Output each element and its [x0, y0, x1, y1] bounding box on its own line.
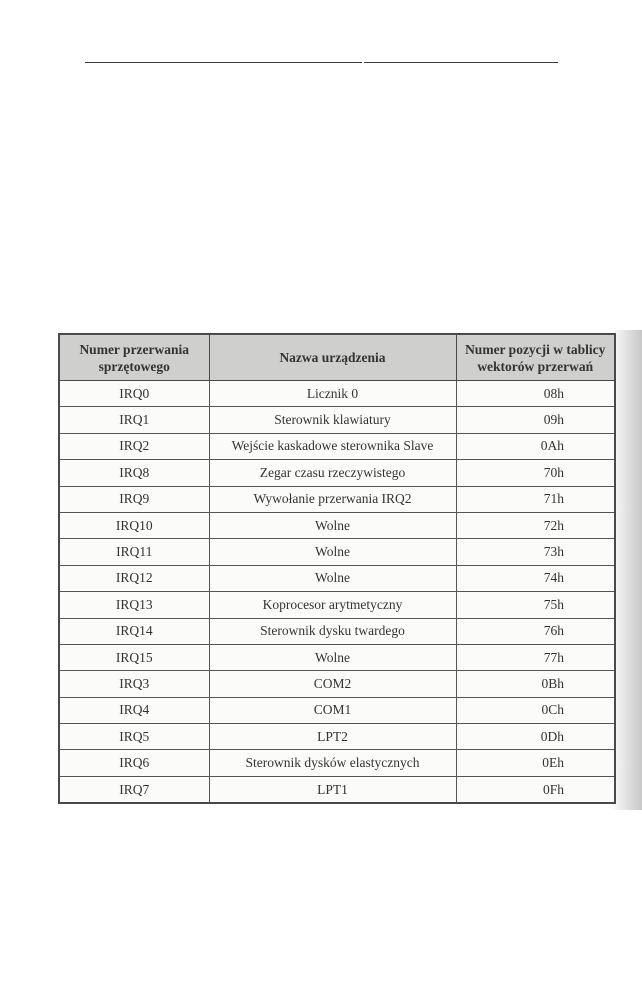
table-row	[59, 750, 615, 776]
cell-device-name: Sterownik dysków elastycznych	[209, 750, 456, 776]
cell-irq-number: IRQ0	[59, 381, 209, 407]
cell-device-name: COM1	[209, 697, 456, 723]
cell-vector-position: 76h	[456, 618, 615, 644]
table-row	[59, 486, 615, 512]
cell-irq-number: IRQ9	[59, 486, 209, 512]
table-row	[59, 671, 615, 697]
cell-vector-position: 0Fh	[456, 776, 615, 803]
cell-irq-number: IRQ8	[59, 460, 209, 486]
cell-device-name: Sterownik klawiatury	[209, 407, 456, 433]
cell-irq-number: IRQ5	[59, 724, 209, 750]
cell-irq-number: IRQ11	[59, 539, 209, 565]
cell-device-name: LPT2	[209, 724, 456, 750]
cell-vector-position: 74h	[456, 565, 615, 591]
rule-gap	[362, 59, 364, 65]
cell-device-name: Wywołanie przerwania IRQ2	[209, 486, 456, 512]
cell-vector-position: 0Bh	[456, 671, 615, 697]
cell-vector-position: 70h	[456, 460, 615, 486]
table-row	[59, 460, 615, 486]
cell-vector-position: 08h	[456, 381, 615, 407]
cell-vector-position: 0Ch	[456, 697, 615, 723]
cell-vector-position: 0Eh	[456, 750, 615, 776]
table-row	[59, 592, 615, 618]
cell-device-name: Koprocesor arytmetyczny	[209, 592, 456, 618]
irq-table	[58, 333, 616, 804]
cell-irq-number: IRQ13	[59, 592, 209, 618]
cell-irq-number: IRQ12	[59, 565, 209, 591]
cell-device-name: LPT1	[209, 776, 456, 803]
cell-device-name: Wolne	[209, 644, 456, 670]
cell-irq-number: IRQ6	[59, 750, 209, 776]
cell-irq-number: IRQ2	[59, 433, 209, 459]
header-device-name: Nazwa urządzenia	[209, 334, 456, 381]
header-vector-position: Numer pozycji w tablicy wektorów przerwań	[456, 334, 615, 381]
cell-vector-position: 09h	[456, 407, 615, 433]
cell-irq-number: IRQ14	[59, 618, 209, 644]
cell-device-name: COM2	[209, 671, 456, 697]
header-rule	[85, 62, 558, 63]
cell-device-name: Licznik 0	[209, 381, 456, 407]
table-body	[59, 381, 615, 804]
cell-vector-position: 77h	[456, 644, 615, 670]
cell-irq-number: IRQ10	[59, 512, 209, 538]
cell-irq-number: IRQ15	[59, 644, 209, 670]
cell-device-name: Wolne	[209, 565, 456, 591]
cell-irq-number: IRQ1	[59, 407, 209, 433]
irq-table-container	[58, 333, 616, 804]
cell-irq-number: IRQ3	[59, 671, 209, 697]
cell-vector-position: 0Dh	[456, 724, 615, 750]
cell-vector-position: 75h	[456, 592, 615, 618]
table-row	[59, 407, 615, 433]
table-row	[59, 381, 615, 407]
cell-device-name: Sterownik dysku twardego	[209, 618, 456, 644]
cell-vector-position: 73h	[456, 539, 615, 565]
cell-irq-number: IRQ4	[59, 697, 209, 723]
cell-device-name: Wejście kaskadowe sterownika Slave	[209, 433, 456, 459]
table-row	[59, 776, 615, 803]
table-row	[59, 565, 615, 591]
cell-device-name: Zegar czasu rzeczywistego	[209, 460, 456, 486]
cell-irq-number: IRQ7	[59, 776, 209, 803]
cell-vector-position: 72h	[456, 512, 615, 538]
table-header-row	[59, 334, 615, 381]
table-row	[59, 539, 615, 565]
header-irq-number: Numer przerwania sprzętowego	[59, 334, 209, 381]
cell-vector-position: 0Ah	[456, 433, 615, 459]
table-row	[59, 618, 615, 644]
cell-device-name: Wolne	[209, 539, 456, 565]
cell-vector-position: 71h	[456, 486, 615, 512]
table-row	[59, 697, 615, 723]
table-row	[59, 724, 615, 750]
table-row	[59, 644, 615, 670]
table-row	[59, 512, 615, 538]
table-row	[59, 433, 615, 459]
cell-device-name: Wolne	[209, 512, 456, 538]
